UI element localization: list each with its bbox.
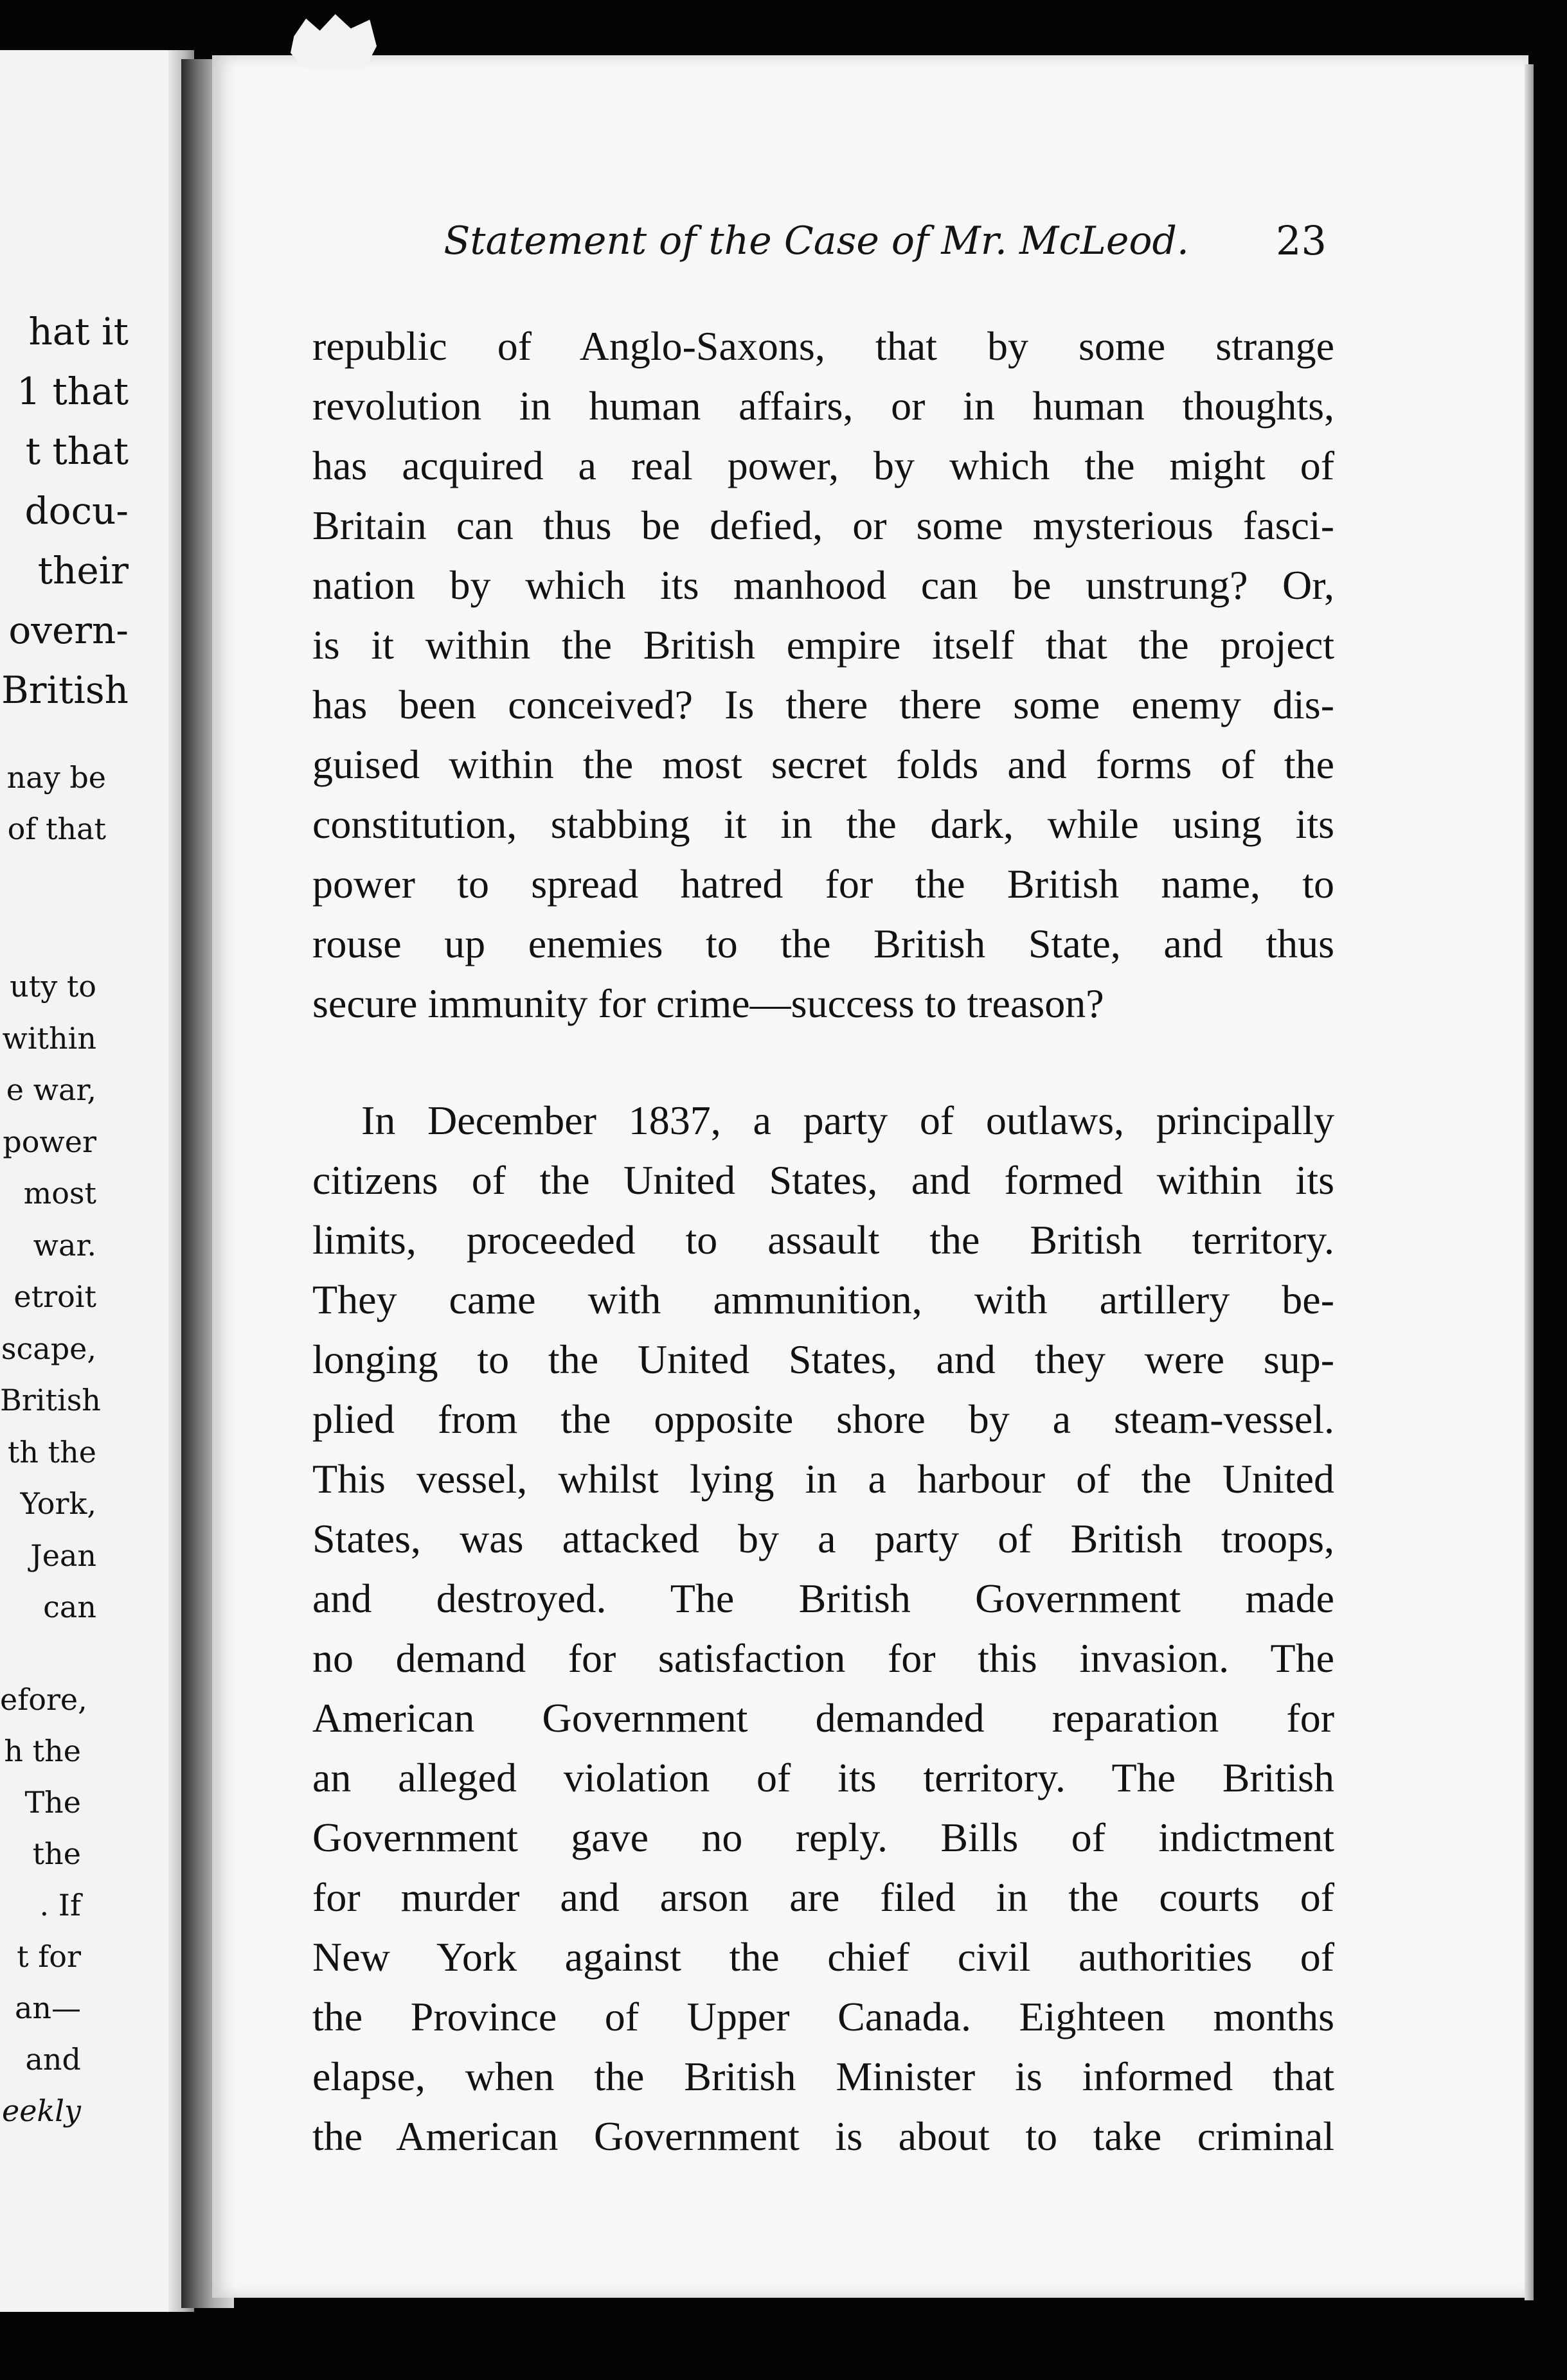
left-page-text-fragments-b bbox=[0, 961, 101, 1633]
left-page-text-fragments-large bbox=[0, 302, 129, 720]
left-fragment-line: most bbox=[23, 1176, 96, 1211]
text-line: States, was attacked by a party of British troops, bbox=[312, 1516, 1334, 1561]
text-line: plied from the opposite shore by a steam-vessel. bbox=[312, 1396, 1334, 1442]
left-fragment-line: within bbox=[2, 1020, 96, 1056]
left-fragment-line: York, bbox=[20, 1486, 96, 1521]
left-fragment-line: power bbox=[3, 1124, 96, 1159]
left-fragment-line: . If bbox=[39, 1888, 81, 1923]
text-line: They came with ammunition, with artillery be- bbox=[312, 1277, 1334, 1322]
text-line: for murder and arson are filed in the courts of bbox=[312, 1874, 1334, 1920]
left-fragment-line: th the bbox=[7, 1434, 96, 1470]
left-fragment-line: eekly bbox=[1, 2093, 81, 2128]
left-fragment-line: hat it bbox=[28, 310, 129, 353]
paragraph-continuation bbox=[312, 316, 1334, 1033]
text-line: rouse up enemies to the British State, and thus bbox=[312, 921, 1334, 966]
left-fragment-line: scape, bbox=[1, 1331, 96, 1366]
text-line: is it within the British empire itself that the project bbox=[312, 622, 1334, 668]
text-line: no demand for satisfaction for this invasion. The bbox=[312, 1635, 1334, 1681]
text-line: constitution, stabbing it in the dark, while using its bbox=[312, 801, 1334, 847]
left-fragment-line: British bbox=[0, 1383, 101, 1417]
left-fragment-line: efore, bbox=[0, 1682, 87, 1717]
page-number: 23 bbox=[1276, 217, 1327, 264]
left-page-text-fragments-c bbox=[0, 1674, 87, 2136]
left-fragment-line: an— bbox=[14, 1991, 81, 2025]
text-line: nation by which its manhood can be unstrung? Or, bbox=[312, 562, 1334, 608]
left-fragment-line: docu- bbox=[24, 489, 129, 533]
left-fragment-line: The bbox=[24, 1785, 81, 1820]
left-fragment-line: Jean bbox=[30, 1538, 96, 1573]
left-fragment-line: uty to bbox=[10, 969, 96, 1004]
left-fragment-line: t for bbox=[17, 1939, 81, 1974]
text-line: citizens of the United States, and formed within its bbox=[312, 1157, 1334, 1203]
text-line: secure immunity for crime—success to treason? bbox=[312, 981, 1104, 1026]
left-fragment-line: of that bbox=[7, 812, 106, 846]
left-fragment-line: their bbox=[37, 549, 129, 592]
text-line: Government gave no reply. Bills of indictment bbox=[312, 1815, 1334, 1860]
text-line: New York against the chief civil authorities of bbox=[312, 1934, 1334, 1980]
left-fragment-line: can bbox=[43, 1590, 96, 1624]
text-line: has been conceived? Is there there some enemy dis- bbox=[312, 682, 1334, 727]
text-line: This vessel, whilst lying in a harbour of the United bbox=[312, 1456, 1334, 1502]
text-line: limits, proceeded to assault the British territory. bbox=[312, 1217, 1334, 1263]
left-page-text-fragments-a bbox=[0, 752, 106, 855]
left-fragment-line: etroit bbox=[13, 1279, 96, 1314]
paragraph-december-1837 bbox=[312, 1090, 1334, 2166]
text-line: and destroyed. The British Government made bbox=[312, 1576, 1334, 1621]
text-line: republic of Anglo-Saxons, that by some strange bbox=[312, 323, 1334, 369]
text-line: Britain can thus be defied, or some mysterious fasci- bbox=[312, 502, 1334, 548]
left-fragment-line: overn- bbox=[8, 608, 129, 652]
running-head: Statement of the Case of Mr. McLeod. bbox=[443, 218, 1189, 263]
left-fragment-line: war. bbox=[33, 1227, 96, 1263]
left-fragment-line: e war, bbox=[6, 1072, 96, 1107]
text-line: guised within the most secret folds and forms of the bbox=[312, 742, 1334, 787]
text-line: American Government demanded reparation for bbox=[312, 1695, 1334, 1741]
left-fragment-line: h the bbox=[4, 1734, 81, 1768]
left-fragment-line: nay be bbox=[6, 760, 106, 795]
paper-scrap bbox=[291, 14, 377, 69]
left-fragment-line: British bbox=[1, 668, 129, 712]
text-line: an alleged violation of its territory. The British bbox=[312, 1755, 1334, 1800]
left-fragment-line: t that bbox=[25, 429, 129, 473]
page-edge bbox=[1525, 64, 1534, 2300]
left-fragment-line: 1 that bbox=[17, 369, 129, 413]
left-fragment-line: the bbox=[32, 1836, 81, 1871]
text-line: In December 1837, a party of outlaws, principally bbox=[361, 1097, 1334, 1143]
text-line: the Province of Upper Canada. Eighteen months bbox=[312, 1994, 1334, 2039]
text-line: elapse, when the British Minister is informed that bbox=[312, 2054, 1334, 2099]
text-line: longing to the United States, and they were sup- bbox=[312, 1337, 1334, 1382]
text-line: the American Government is about to take criminal bbox=[312, 2113, 1334, 2159]
text-line: has acquired a real power, by which the might of bbox=[312, 443, 1334, 488]
text-line: revolution in human affairs, or in human thoughts, bbox=[312, 383, 1334, 429]
text-line: power to spread hatred for the British name, to bbox=[312, 861, 1334, 907]
left-fragment-line: and bbox=[25, 2042, 81, 2077]
